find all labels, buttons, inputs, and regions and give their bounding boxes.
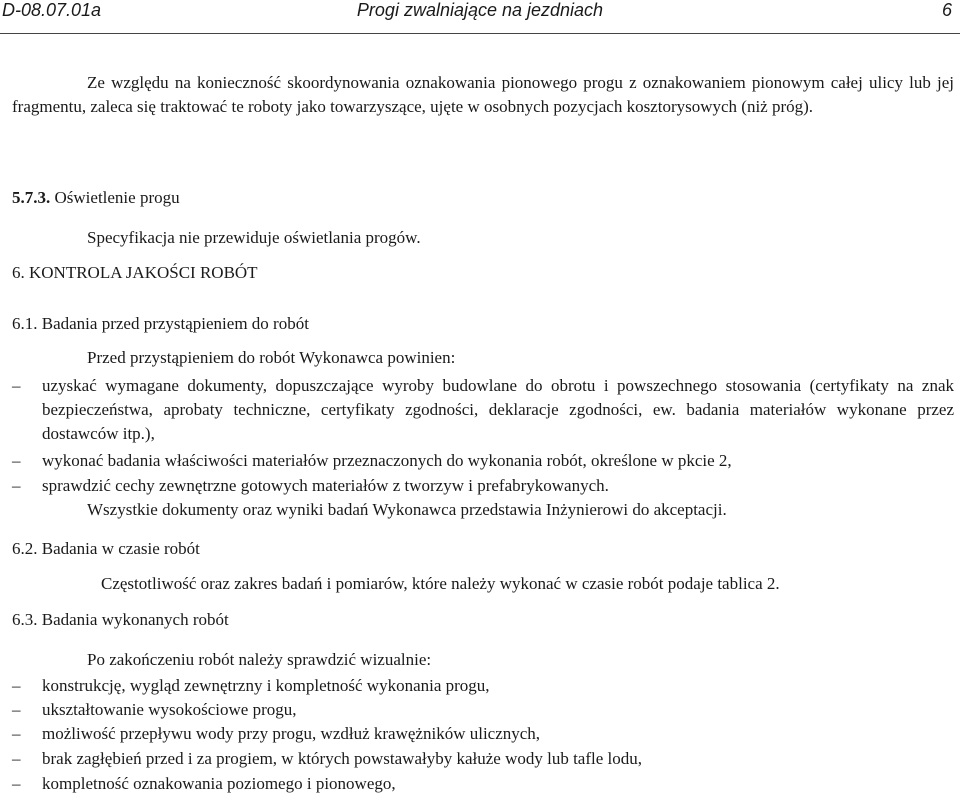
list-item-text: brak zagłębień przed i za progiem, w których powstawałyby kałuże wody lub tafle lodu, (42, 749, 642, 768)
list-item-text: konstrukcję, wygląd zewnętrzny i kompletność wykonania progu, (42, 676, 490, 695)
section-title: Badania przed przystąpieniem do robót (37, 314, 309, 333)
list-item (12, 772, 954, 796)
list-item-text: ukształtowanie wysokościowe progu, (42, 700, 297, 719)
list-item (12, 698, 954, 722)
list-item (12, 747, 954, 771)
section-title: Oświetlenie progu (50, 188, 180, 207)
list-item-text: możliwość przepływu wody przy progu, wzdłuż krawężników ulicznych, (42, 724, 541, 743)
section-number: 6.1. (12, 314, 38, 333)
section-text-5-7-3: Specyfikacja nie przewiduje oświetlania progów. (87, 228, 421, 247)
section-heading-6-2 (12, 537, 200, 561)
section-heading-5-7-3 (12, 186, 180, 210)
dash-bullet: – (12, 749, 21, 768)
page-number: 6 (941, 0, 952, 20)
list-item-text: sprawdzić cechy zewnętrzne gotowych materiałów z tworzyw i prefabrykowanych. (42, 476, 609, 495)
list-item-text: wykonać badania właściwości materiałów przeznaczonych do wykonania robót, określone w pkcie 2, (42, 451, 732, 470)
dash-bullet: – (12, 774, 21, 793)
list-item (12, 449, 954, 473)
section-number: 5.7.3. (12, 188, 51, 207)
section-title: Badania wykonanych robót (37, 610, 229, 629)
section-heading-6: 6. KONTROLA JAKOŚCI ROBÓT (12, 263, 258, 282)
dash-bullet: – (12, 476, 21, 495)
section-heading-6-1 (12, 312, 309, 336)
dash-bullet: – (12, 451, 21, 470)
section-number: 6.3. (12, 610, 38, 629)
section-number: 6.2. (12, 539, 38, 558)
list-item (12, 474, 954, 498)
list-item (12, 374, 954, 446)
section-lead-6-3: Po zakończeniu robót należy sprawdzić wizualnie: (87, 650, 432, 669)
list-item (12, 674, 954, 698)
section-title: Badania w czasie robót (37, 539, 200, 558)
list-item-text: uzyskać wymagane dokumenty, dopuszczające wyroby budowlane do obrotu i powszechnego stosowania (certyfikaty na znak bezpieczeństwa, aprobaty techniczne, certyfikaty zgodności, deklaracje zgodności, ew. badania materiałów wykonane przez dostawców itp.), (42, 376, 954, 443)
dash-bullet: – (12, 376, 21, 395)
section-text-6-2: Częstotliwość oraz zakres badań i pomiarów, które należy wykonać w czasie robót podaje tablica 2. (101, 574, 780, 593)
dash-bullet: – (12, 724, 21, 743)
dash-bullet: – (12, 700, 21, 719)
page-header (0, 0, 960, 34)
dash-bullet: – (12, 676, 21, 695)
section-closing-6-1: Wszystkie dokumenty oraz wyniki badań Wykonawca przedstawia Inżynierowi do akceptacji. (87, 500, 727, 519)
section-heading-6-3 (12, 608, 229, 632)
list-item-text: kompletność oznakowania poziomego i pionowego, (42, 774, 396, 793)
spec-code: D-08.07.01a (2, 0, 102, 20)
intro-paragraph: Ze względu na konieczność skoordynowania oznakowania pionowego progu z oznakowaniem pionowym całej ulicy lub jej fragmentu, zaleca się traktować te roboty jako towarzyszące, ujęte w osobnych pozycjach kosztorysowych (niż próg). (12, 73, 954, 116)
section-lead-6-1: Przed przystąpieniem do robót Wykonawca powinien: (87, 348, 456, 367)
header-title: Progi zwalniające na jezdniach (356, 0, 604, 20)
list-item (12, 722, 954, 746)
